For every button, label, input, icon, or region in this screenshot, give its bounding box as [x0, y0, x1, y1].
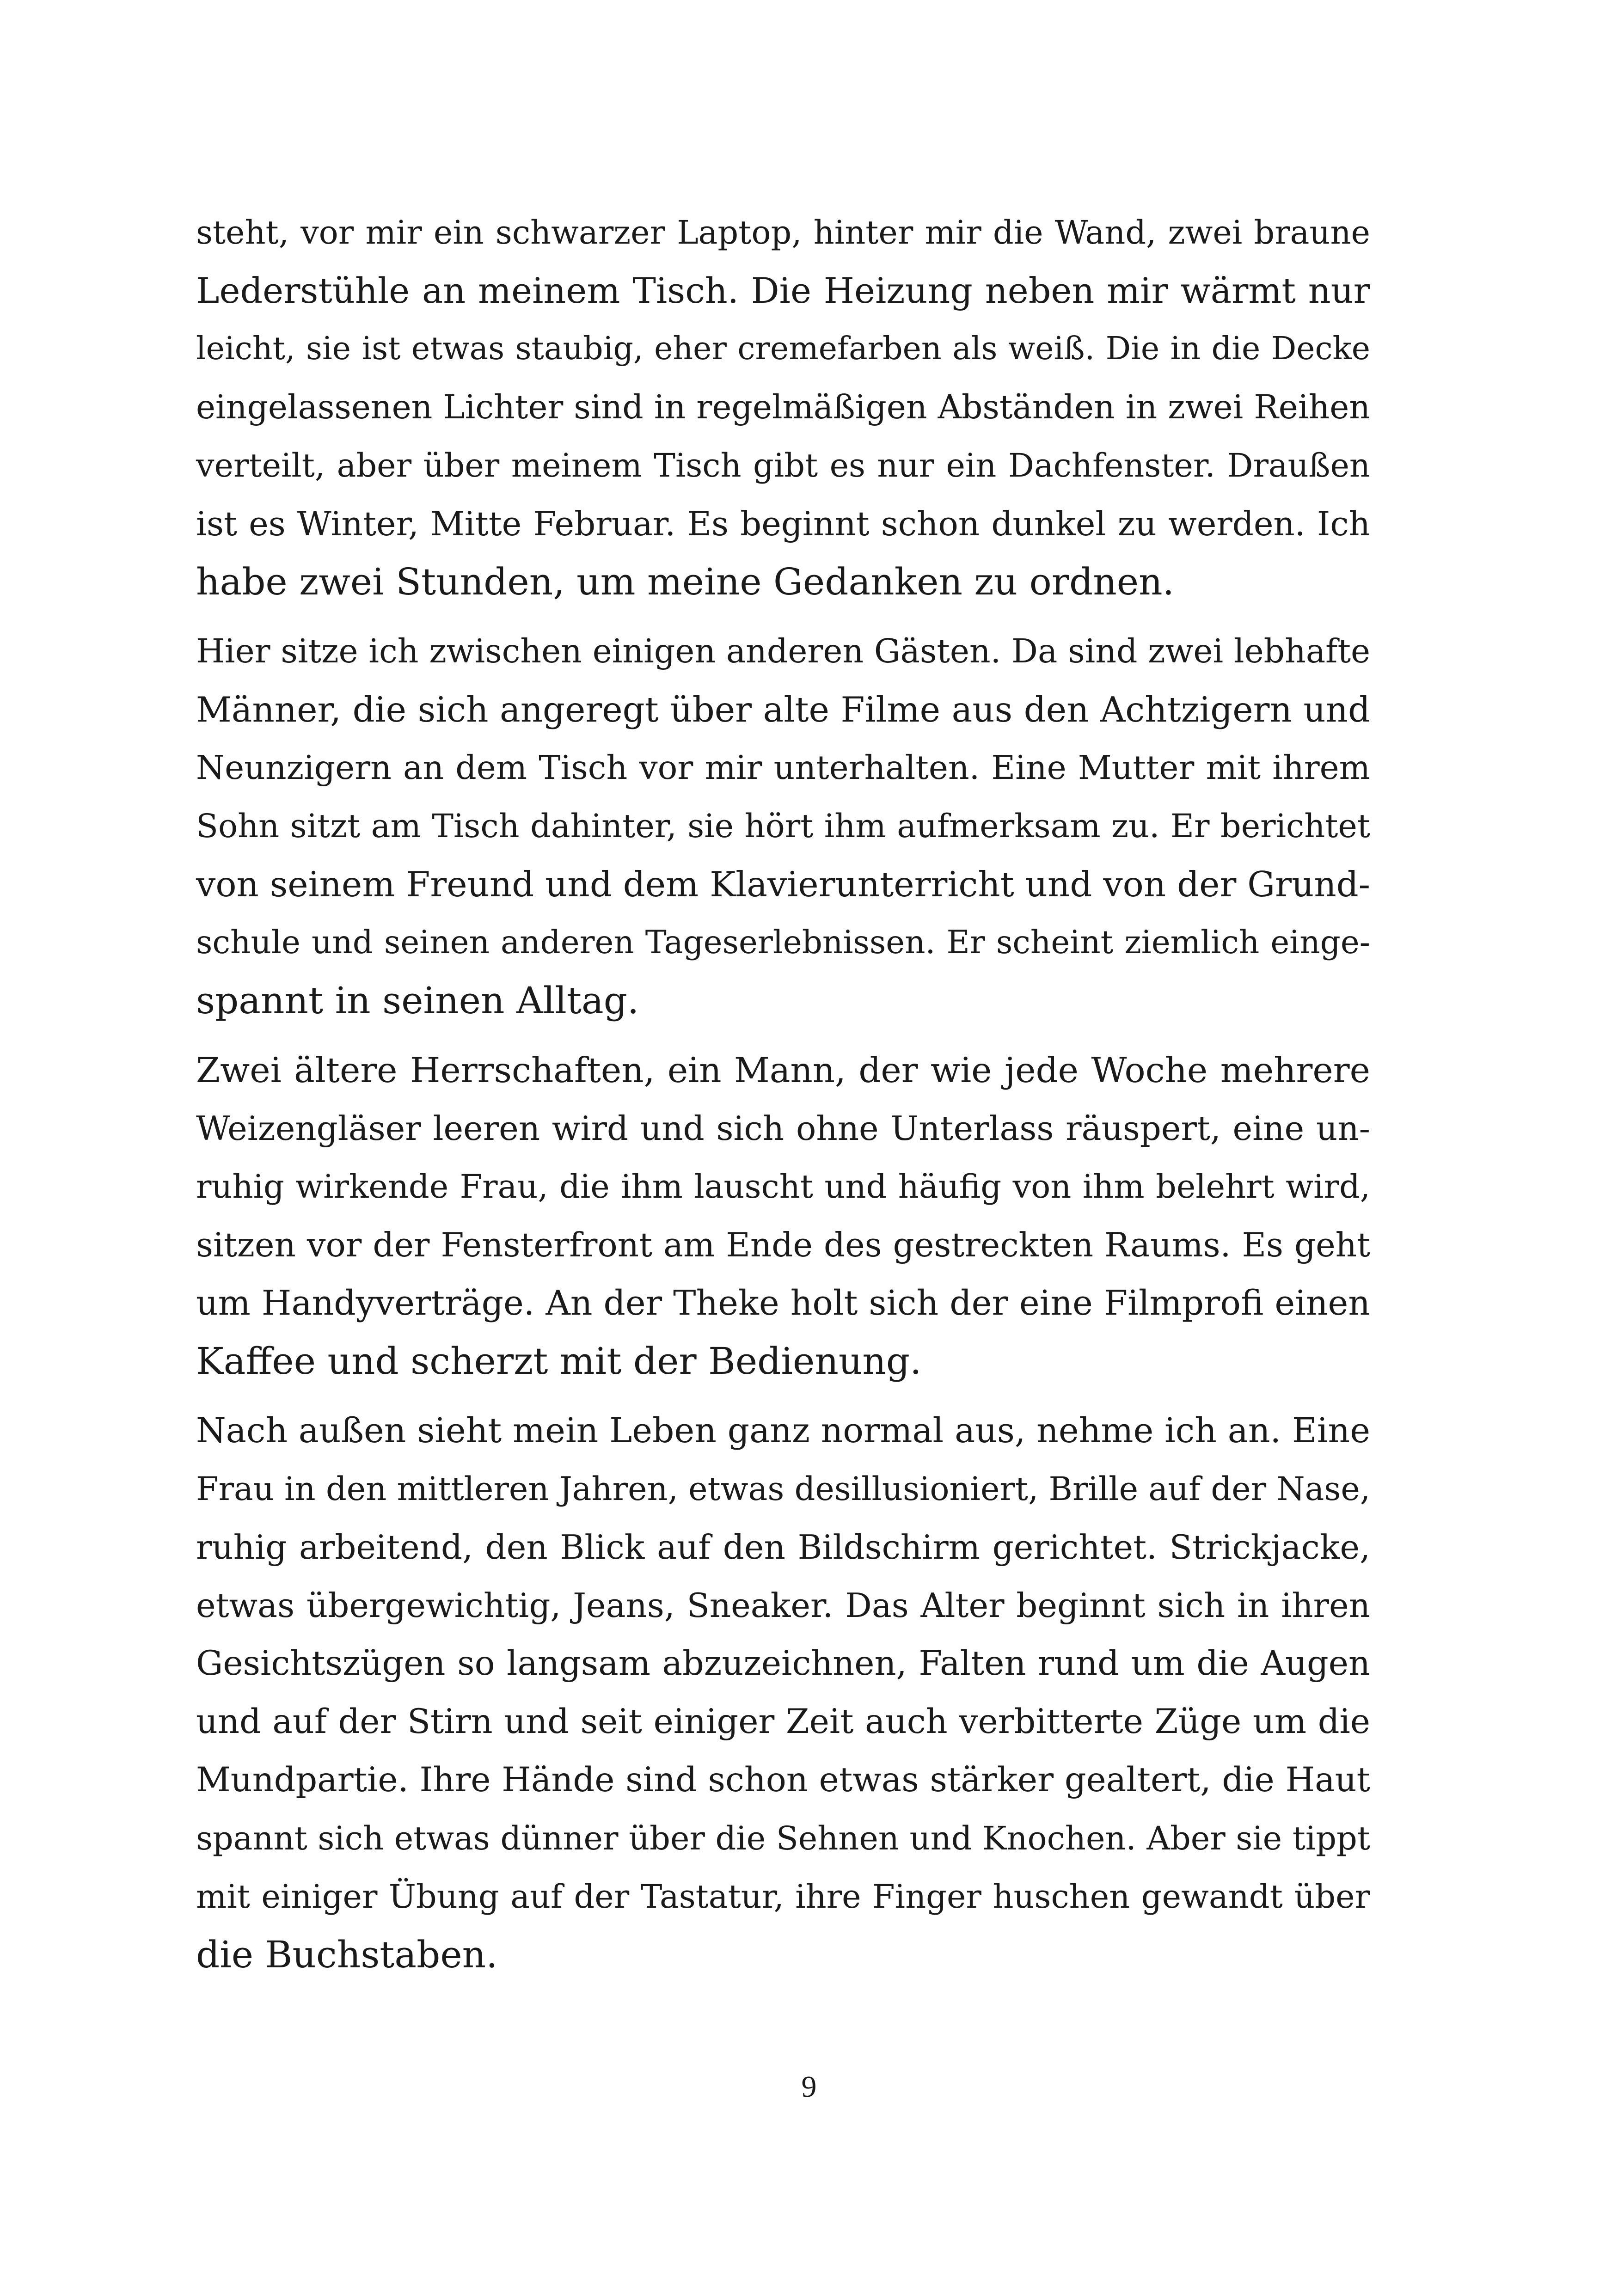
text-line: Neunzigern an dem Tisch vor mir unterhalten. Eine Mutter mit ihrem [196, 748, 1370, 787]
text-line: ruhig wirkende Frau, die ihm lauscht und häufig von ihm belehrt wird, [196, 1168, 1370, 1206]
text-line: und auf der Stirn und seit einiger Zeit auch verbitterte Züge um die [196, 1702, 1370, 1741]
text-line: von seinem Freund und dem Klavierunterricht und von der Grund- [196, 864, 1370, 905]
text-line: mit einiger Übung auf der Tastatur, ihre Finger huschen gewandt über [196, 1878, 1370, 1916]
text-line: die Buchstaben. [196, 1933, 498, 1976]
text-line: Weizengläser leeren wird und sich ohne Unterlass räuspert, eine un- [196, 1109, 1370, 1148]
text-line: leicht, sie ist etwas staubig, eher cremefarben als weiß. Die in die Decke [196, 331, 1370, 367]
page-number: 9 [801, 2070, 817, 2104]
text-line: Lederstühle an meinem Tisch. Die Heizung neben mir wärmt nur [196, 270, 1370, 311]
paragraph [196, 1402, 1370, 1984]
text-line: um Handyverträge. An der Theke holt sich der eine Filmprofi einen [196, 1283, 1370, 1323]
text-line: Zwei ältere Herrschaften, ein Mann, der wie jede Woche mehrere [196, 1050, 1370, 1090]
text-line: Kaffee und scherzt mit der Bedienung. [196, 1340, 922, 1383]
text-line: ist es Winter, Mitte Februar. Es beginnt schon dunkel zu werden. Ich [196, 504, 1370, 543]
text-line: spannt in seinen Alltag. [196, 979, 639, 1022]
text-line: sitzen vor der Fensterfront am Ende des gestreckten Raums. Es geht [196, 1225, 1370, 1264]
text-line: Hier sitze ich zwischen einigen anderen Gästen. Da sind zwei lebhafte [196, 632, 1370, 670]
text-line: steht, vor mir ein schwarzer Laptop, hinter mir die Wand, zwei braune [196, 214, 1370, 251]
paragraph [196, 203, 1370, 611]
body-text [196, 203, 1370, 1984]
text-line: Mundpartie. Ihre Hände sind schon etwas stärker gealtert, die Haut [196, 1760, 1370, 1800]
text-line: habe zwei Stunden, um meine Gedanken zu ordnen. [196, 560, 1175, 603]
text-line: Männer, die sich angeregt über alte Filme aus den Achtzigern und [196, 689, 1370, 730]
text-line: eingelassenen Lichter sind in regelmäßigen Abständen in zwei Reihen [196, 388, 1370, 426]
text-line: verteilt, aber über meinem Tisch gibt es nur ein Dachfenster. Draußen [196, 447, 1370, 484]
text-line: Gesichtszügen so langsam abzuzeichnen, Falten rund um die Augen [196, 1644, 1370, 1683]
text-line: etwas übergewichtig, Jeans, Sneaker. Das Alter beginnt sich in ihren [196, 1586, 1370, 1625]
text-line: Frau in den mittleren Jahren, etwas desillusioniert, Brille auf der Nase, [196, 1470, 1370, 1508]
paragraph [196, 1041, 1370, 1390]
text-line: Nach außen sieht mein Leben ganz normal aus, nehme ich an. Eine [196, 1411, 1370, 1451]
text-line: Sohn sitzt am Tisch dahinter, sie hört ihm aufmerksam zu. Er berichtet [196, 807, 1370, 845]
text-line: schule und seinen anderen Tageserlebnissen. Er scheint ziemlich einge- [196, 924, 1370, 961]
text-line: ruhig arbeitend, den Blick auf den Bildschirm gerichtet. Strickjacke, [196, 1528, 1370, 1567]
paragraph [196, 622, 1370, 1030]
text-line: spannt sich etwas dünner über die Sehnen und Knochen. Aber sie tippt [196, 1819, 1370, 1857]
